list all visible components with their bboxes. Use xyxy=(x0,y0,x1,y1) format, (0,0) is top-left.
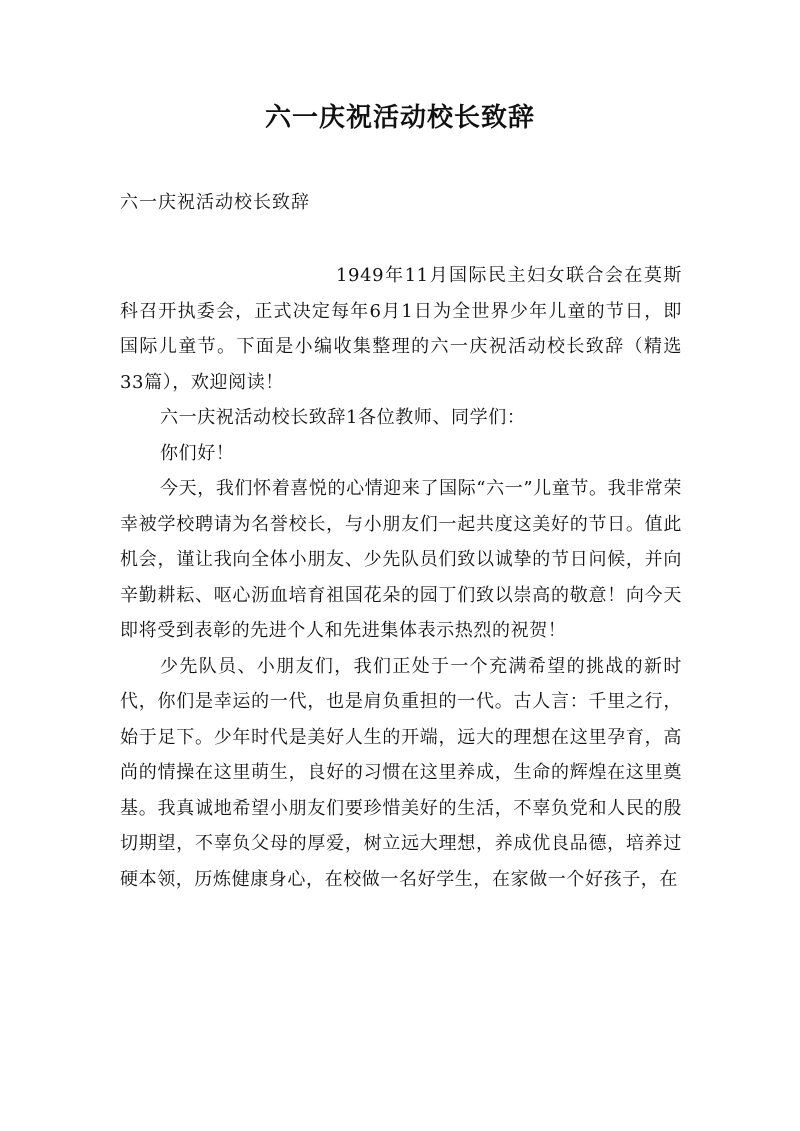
document-title: 六一庆祝活动校长致辞 xyxy=(264,103,535,133)
speech-heading-paragraph: 六一庆祝活动校长致辞1各位教师、同学们： xyxy=(160,407,526,428)
body-paragraph: 今天，我们怀着喜悦的心情迎来了国际“六一”儿童节。我非常荣幸被学校聘请为名誉校长，与小朋友们一起共度这美好的节日。值此机会，谨让我向全体小朋友、少先队员们致以诚挚的节日问候，并向辛勤耕耘、呕心沥血培育祖国花朵的园丁们致以崇高的敬意！向今天即将受到表彰的先进个人和先进集体表示热烈的祝贺！ xyxy=(120,478,682,641)
body-paragraph: 少先队员、小朋友们，我们正处于一个充满希望的挑战的新时代，你们是幸运的一代，也是肩负重担的一代。古人言：千里之行，始于足下。少年时代是美好人生的开端，远大的理想在这里孕育，高尚的情操在这里萌生，良好的习惯在这里养成，生命的辉煌在这里奠基。我真诚地希望小朋友们要珍惜美好的生活，不辜负党和人民的殷切期望，不辜负父母的厚爱，树立远大理想，养成优良品德，培养过硬本领，历炼健康身心，在校做一名好学生，在家做一个好孩子，在 xyxy=(120,655,682,890)
greeting-paragraph: 你们好！ xyxy=(160,442,235,464)
document-body xyxy=(120,258,682,897)
intro-paragraph: 1949年11月国际民主妇女联合会在莫斯科召开执委会，正式决定每年6月1日为全世界少年儿童的节日，即国际儿童节。下面是小编收集整理的六一庆祝活动校长致辞（精选33篇），欢迎阅读！ xyxy=(120,265,682,393)
document-subtitle: 六一庆祝活动校长致辞 xyxy=(120,192,310,213)
